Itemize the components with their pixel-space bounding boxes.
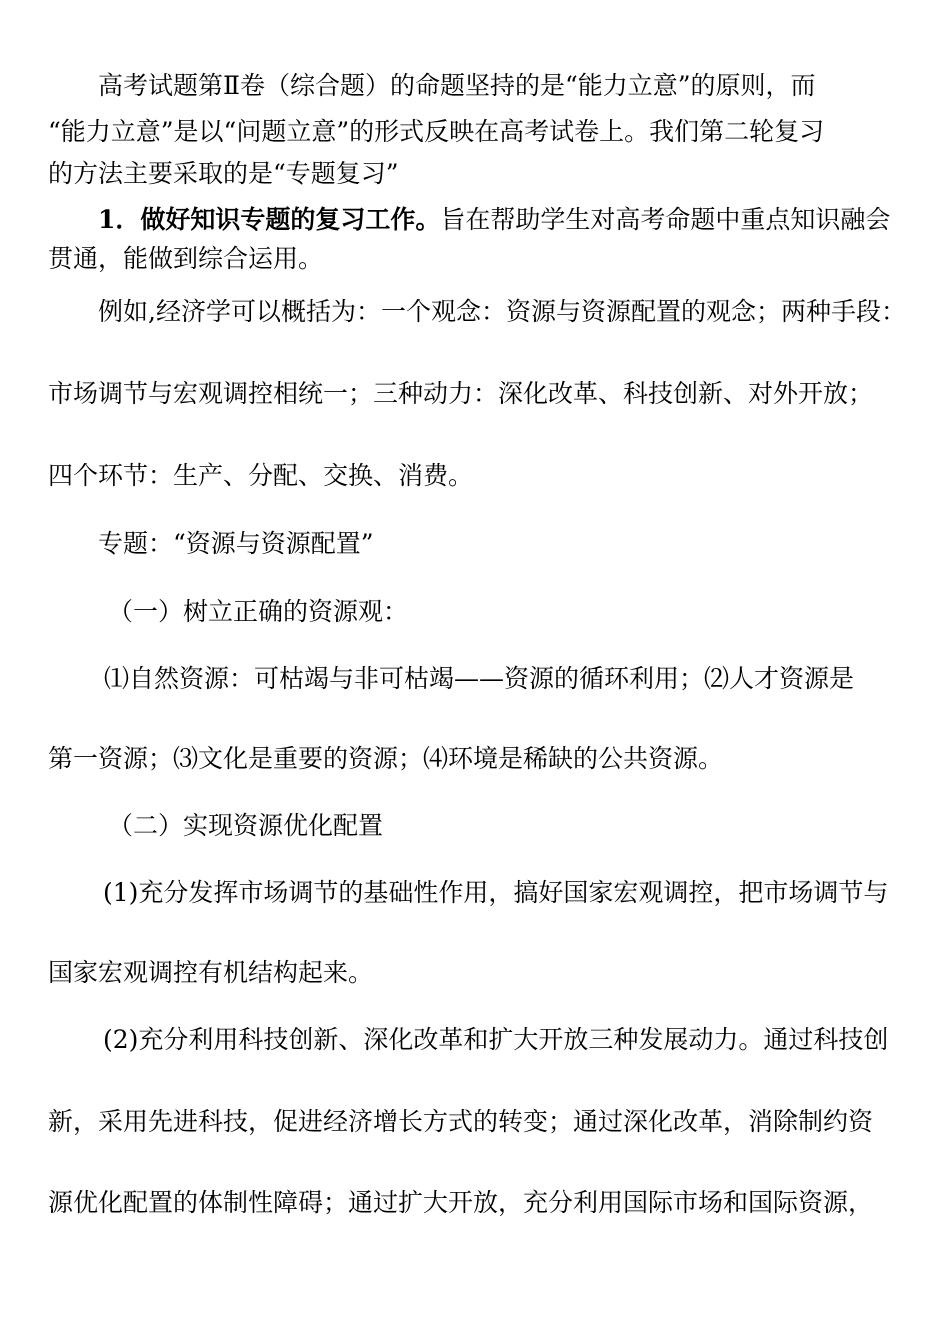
part-1-line-2: 第一资源；⑶文化是重要的资源；⑷环境是稀缺的公共资源。 bbox=[48, 744, 724, 773]
part-2-item-2-line-3: 源优化配置的体制性障碍；通过扩大开放，充分利用国际市场和国际资源， bbox=[48, 1188, 874, 1217]
topic-title: 专题：“资源与资源配置” bbox=[98, 529, 374, 558]
intro-line-1: 高考试题第Ⅱ卷（综合题）的命题坚持的是“能力立意”的原则，而 bbox=[98, 71, 816, 100]
example-line-2: 市场调节与宏观调控相统一；三种动力：深化改革、科技创新、对外开放； bbox=[48, 379, 874, 408]
section-1-line-1 bbox=[0, 204, 950, 236]
intro-line-2: “能力立意”是以“问题立意”的形式反映在高考试卷上。我们第二轮复习 bbox=[48, 117, 825, 146]
section-1-line-2: 贯通，能做到综合运用。 bbox=[48, 244, 324, 273]
section-1-heading: 1．做好知识专题的复习工作。 bbox=[98, 205, 441, 234]
part-1-line-1: ⑴自然资源：可枯竭与非可枯竭——资源的循环利用；⑵人才资源是 bbox=[104, 664, 855, 693]
part-2-item-2-line-2: 新，采用先进科技，促进经济增长方式的转变；通过深化改革，消除制约资 bbox=[48, 1107, 874, 1136]
part-1-heading: （一）树立正确的资源观： bbox=[108, 597, 409, 626]
part-2-item-1-line-2: 国家宏观调控有机结构起来。 bbox=[48, 958, 374, 987]
section-1-text: 旨在帮助学生对高考命题中重点知识融会 bbox=[440, 205, 891, 234]
part-2-item-2-line-1: (2)充分利用科技创新、深化改革和扩大开放三种发展动力。通过科技创 bbox=[103, 1025, 889, 1054]
part-2-item-1-line-1: (1)充分发挥市场调节的基础性作用，搞好国家宏观调控，把市场调节与 bbox=[103, 878, 889, 907]
example-line-1: 例如,经济学可以概括为：一个观念：资源与资源配置的观念；两种手段： bbox=[98, 297, 906, 326]
example-line-3: 四个环节：生产、分配、交换、消费。 bbox=[48, 461, 474, 490]
intro-line-3: 的方法主要采取的是“专题复习” bbox=[48, 159, 399, 188]
part-2-heading: （二）实现资源优化配置 bbox=[108, 811, 384, 840]
